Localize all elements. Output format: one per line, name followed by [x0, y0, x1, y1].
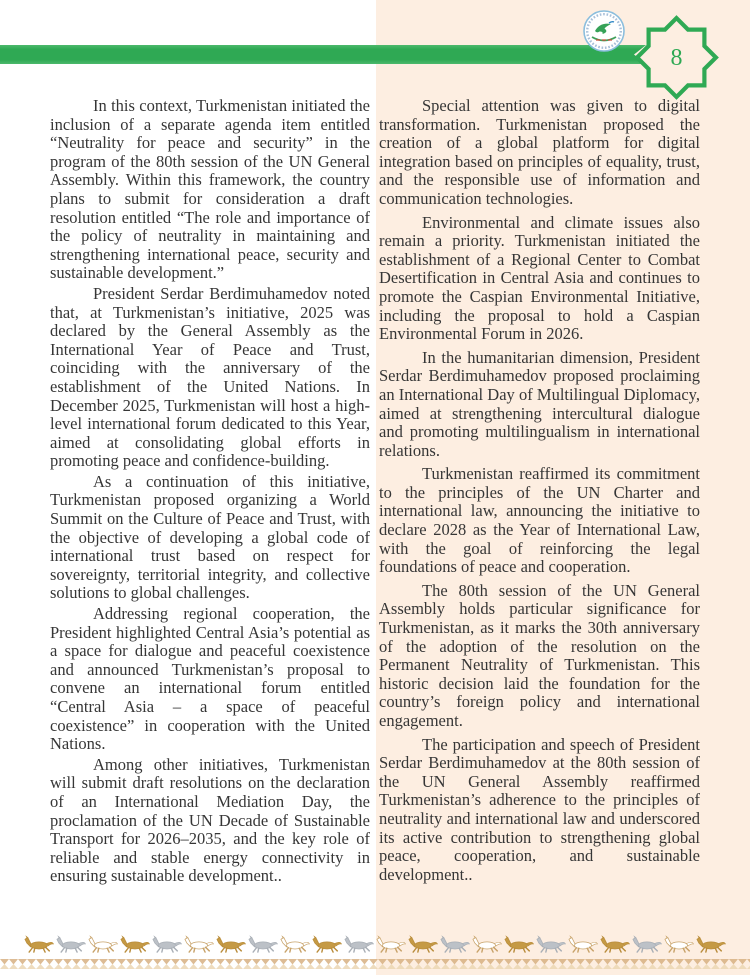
- horse-icon: [505, 936, 534, 952]
- horse-icon: [121, 936, 150, 952]
- paragraph: In the humanitarian dimension, President Serdar Berdimuhamedov proposed proclaiming an International Day of Multilingual Diplomacy, aimed at strengthening intercultural dialogue and promoting multilingualism in international relations.: [379, 347, 700, 460]
- horse-icon: [473, 936, 502, 952]
- paragraph: In this context, Turkmenistan initiated the inclusion of a separate agenda item entitled “Neutrality for peace and security” in the program of the 80th session of the UN General Assembly. Within this framework, the country plans to submit for consideration a draft resolution entitled “The role and importance of the policy of neutrality in maintaining and strengthening international peace, security and sustainable development.”: [50, 96, 370, 283]
- horse-icon: [217, 936, 246, 952]
- right-text-column: [379, 97, 700, 889]
- horse-icon: [281, 936, 310, 952]
- horse-icon: [89, 936, 118, 952]
- horse-icon: [313, 936, 342, 952]
- paragraph: Special attention was given to digital transformation. Turkmenistan proposed the creation of a global platform for digital integration based on principles of equality, trust, and the responsible use of information and communication technologies.: [379, 96, 700, 208]
- paragraph: The 80th session of the UN General Assembly holds particular significance for Turkmenistan, as it marks the 30th anniversary of the adoption of the resolution on the Permanent Neutrality of Turkmenistan. This historic decision laid the foundation for the country’s foreign policy and international engagement.: [379, 580, 700, 730]
- horse-icon: [569, 936, 598, 952]
- paragraph: The participation and speech of President Serdar Berdimuhamedov at the 80th session of the UN General Assembly reaffirmed Turkmenistan’s adherence to the principles of neutrality and international law and underscored its active contribution to strengthening global peace, cooperation, and sustainable development..: [379, 734, 700, 884]
- footer-zigzag-border: [0, 956, 750, 966]
- horse-icon: [633, 936, 662, 952]
- horse-icon: [25, 936, 54, 952]
- peace-dove-logo-icon: [583, 10, 625, 52]
- horse-icon: [601, 936, 630, 952]
- page-number: 8: [670, 44, 683, 71]
- paragraph: Addressing regional cooperation, the President highlighted Central Asia’s potential as a space for dialogue and peaceful coexistence and announced Turkmenistan’s proposal to convene an international forum entitled “Central Asia – a space of peaceful coexistence” in cooperation with the United Nations.: [50, 604, 370, 754]
- header-green-bar: [0, 45, 646, 64]
- left-text-column: [50, 97, 370, 888]
- horse-icon: [153, 936, 182, 952]
- paragraph: President Serdar Berdimuhamedov noted that, at Turkmenistan’s initiative, 2025 was declared by the General Assembly as the International Year of Peace and Trust, coinciding with the anniversary of the establishment of the United Nations. In December 2025, Turkmenistan will host a high-level international forum dedicated to this Year, aimed at consolidating global efforts in promoting peace and confidence-building.: [50, 283, 370, 471]
- paragraph: Among other initiatives, Turkmenistan will submit draft resolutions on the declaration of an International Mediation Day, the proclamation of the UN Decade of Sustainable Transport for 2026–2035, and the key role of reliable and stable energy connectivity in ensuring sustainable development..: [50, 754, 370, 886]
- paragraph: As a continuation of this initiative, Turkmenistan proposed organizing a World Summit on the Culture of Peace and Trust, with the objective of developing a global code of international trust based on respect for sovereignty, territorial integrity, and collective solutions to global challenges.: [50, 471, 370, 603]
- horse-icon: [345, 936, 374, 952]
- horse-icon: [441, 936, 470, 952]
- horse-icon: [537, 936, 566, 952]
- page-number-badge: [630, 11, 723, 104]
- paragraph: Turkmenistan reaffirmed its commitment to the principles of the UN Charter and international law, announcing the initiative to declare 2028 as the Year of International Law, with the goal of reinforcing the legal foundations of peace and cooperation.: [379, 464, 700, 577]
- horse-icon: [249, 936, 278, 952]
- horse-icon: [185, 936, 214, 952]
- horse-icon: [377, 936, 406, 952]
- footer-horse-border: [0, 934, 750, 954]
- horse-icon: [409, 936, 438, 952]
- horse-icon: [665, 936, 694, 952]
- horse-icon: [57, 936, 86, 952]
- horse-icon: [697, 936, 726, 952]
- paragraph: Environmental and climate issues also remain a priority. Turkmenistan initiated the establishment of a Regional Center to Combat Desertification in Central Asia and continues to promote the Caspian Environmental Initiative, including the proposal to hold a Caspian Environmental Forum in 2026.: [379, 212, 700, 344]
